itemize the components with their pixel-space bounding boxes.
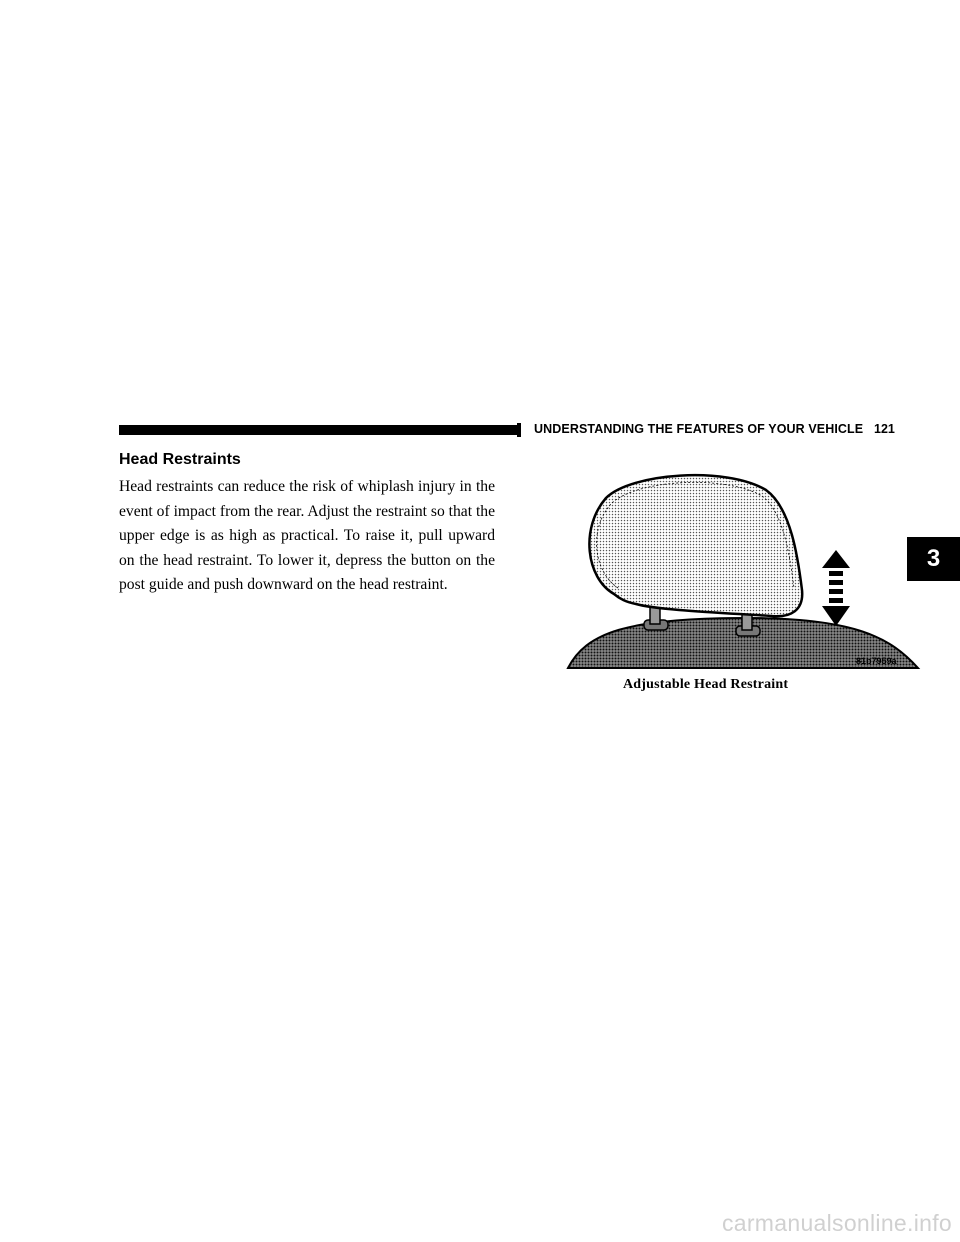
- section-heading: Head Restraints: [119, 451, 241, 468]
- section-title: UNDERSTANDING THE FEATURES OF YOUR VEHICLE: [534, 422, 864, 436]
- head-restraint-pad: [589, 475, 802, 616]
- chapter-tab: [907, 537, 960, 581]
- body-paragraph: Head restraints can reduce the risk of whiplash injury in the event of impact from the rear. Adjust the restraint so that the upper edge is as high as practical. To raise it, pull upward on the head restraint. To lower it, depress the button on the post guide and push downward on the head restraint.: [119, 478, 495, 594]
- header-rule: [119, 425, 517, 435]
- watermark: carmanualsonline.info: [721, 1210, 952, 1236]
- head-restraint-svg: [566, 468, 926, 670]
- chapter-number: 3: [926, 545, 941, 572]
- header-rule-mark: [517, 423, 521, 437]
- head-restraint-illustration: [566, 468, 926, 670]
- adjust-arrow-icon: [822, 550, 850, 626]
- figure-code: 81b7959a: [856, 656, 897, 666]
- page-number: 121: [874, 422, 895, 436]
- figure-caption: Adjustable Head Restraint: [623, 677, 789, 692]
